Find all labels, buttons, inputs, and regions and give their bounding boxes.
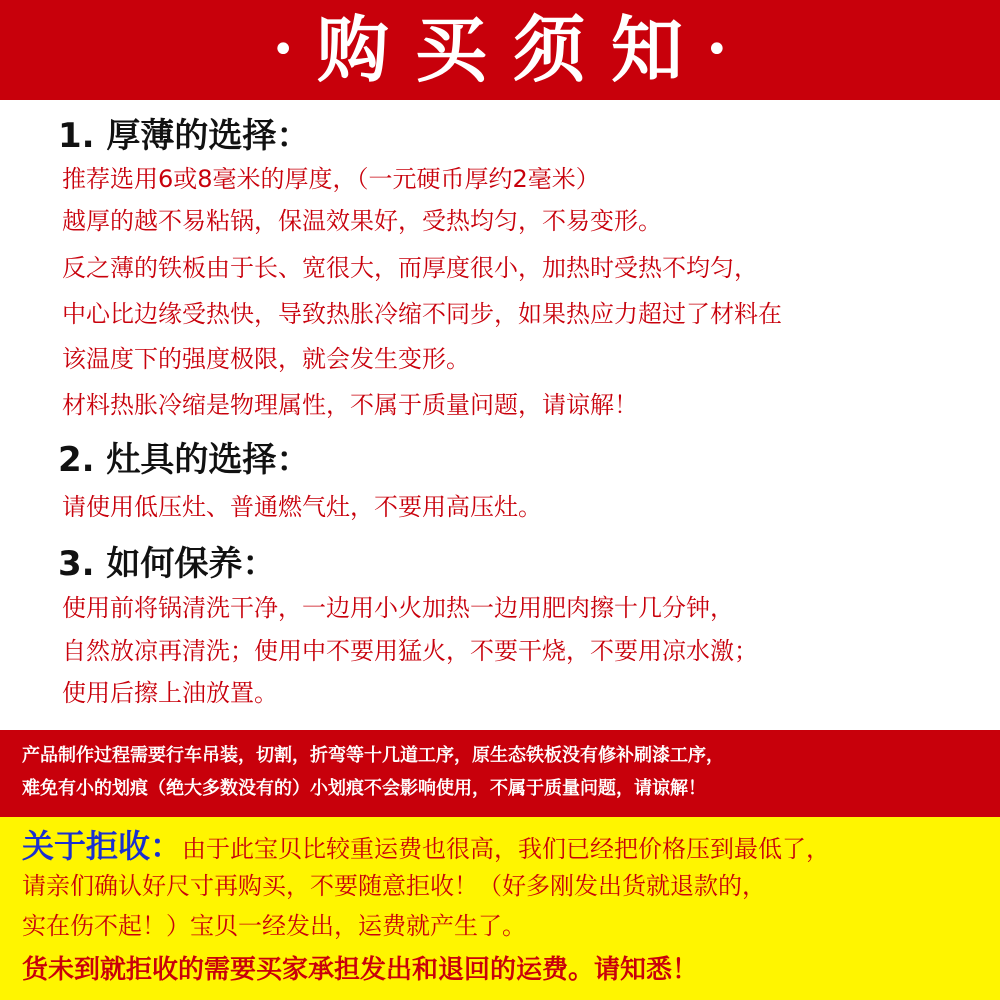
section-heading-care: 3. 如何保养： (58, 544, 277, 584)
instructions-section (0, 100, 1000, 730)
section-heading-stove: 2. 灶具的选择： (58, 440, 311, 480)
thickness-line: 推荐选用6或8毫米的厚度，（一元硬币厚约2毫米） (62, 165, 600, 193)
header-banner (0, 0, 1000, 100)
reject-line-3: 实在伤不起！）宝贝一经发出，运费就产生了。 (22, 912, 526, 940)
thickness-line: 反之薄的铁板由于长、宽很大，而厚度很小，加热时受热不均匀， (62, 254, 758, 282)
thickness-line: 越厚的越不易粘锅，保温效果好，受热均匀，不易变形。 (62, 207, 662, 235)
notice-line: 产品制作过程需要行车吊装，切割，折弯等十几道工序，原生态铁板没有修补刷漆工序， (22, 745, 724, 766)
reject-final: 货未到就拒收的需要买家承担发出和退回的运费。请知悉！ (22, 955, 699, 985)
page-title: 购买须知 (316, 8, 709, 92)
care-line: 自然放凉再清洗；使用中不要用猛火，不要干烧，不要用凉水激； (62, 637, 758, 665)
reject-line-1-text: 由于此宝贝比较重运费也很高，我们已经把价格压到最低了， (182, 835, 831, 863)
rejection-notice (0, 817, 1000, 1000)
reject-line-1 (22, 827, 830, 865)
thickness-line: 该温度下的强度极限，就会发生变形。 (62, 345, 470, 373)
bullet-left: • (271, 27, 295, 73)
care-line: 使用前将锅清洗干净，一边用小火加热一边用肥肉擦十几分钟， (62, 594, 734, 622)
stove-line: 请使用低压灶、普通燃气灶，不要用高压灶。 (62, 493, 542, 521)
thickness-line: 材料热胀冷缩是物理属性，不属于质量问题，请谅解！ (62, 391, 638, 419)
thickness-line: 中心比边缘受热快，导致热胀冷缩不同步，如果热应力超过了材料在 (62, 300, 782, 328)
reject-lead: 关于拒收： (22, 827, 183, 865)
reject-line-2: 请亲们确认好尺寸再购买，不要随意拒收！（好多刚发出货就退款的， (22, 872, 766, 900)
bullet-right: • (705, 27, 729, 73)
production-notice (0, 730, 1000, 817)
section-heading-thickness: 1. 厚薄的选择： (58, 116, 311, 156)
notice-line: 难免有小的划痕（绝大多数没有的）小划痕不会影响使用，不属于质量问题，请谅解！ (22, 778, 706, 799)
care-line: 使用后擦上油放置。 (62, 679, 278, 707)
